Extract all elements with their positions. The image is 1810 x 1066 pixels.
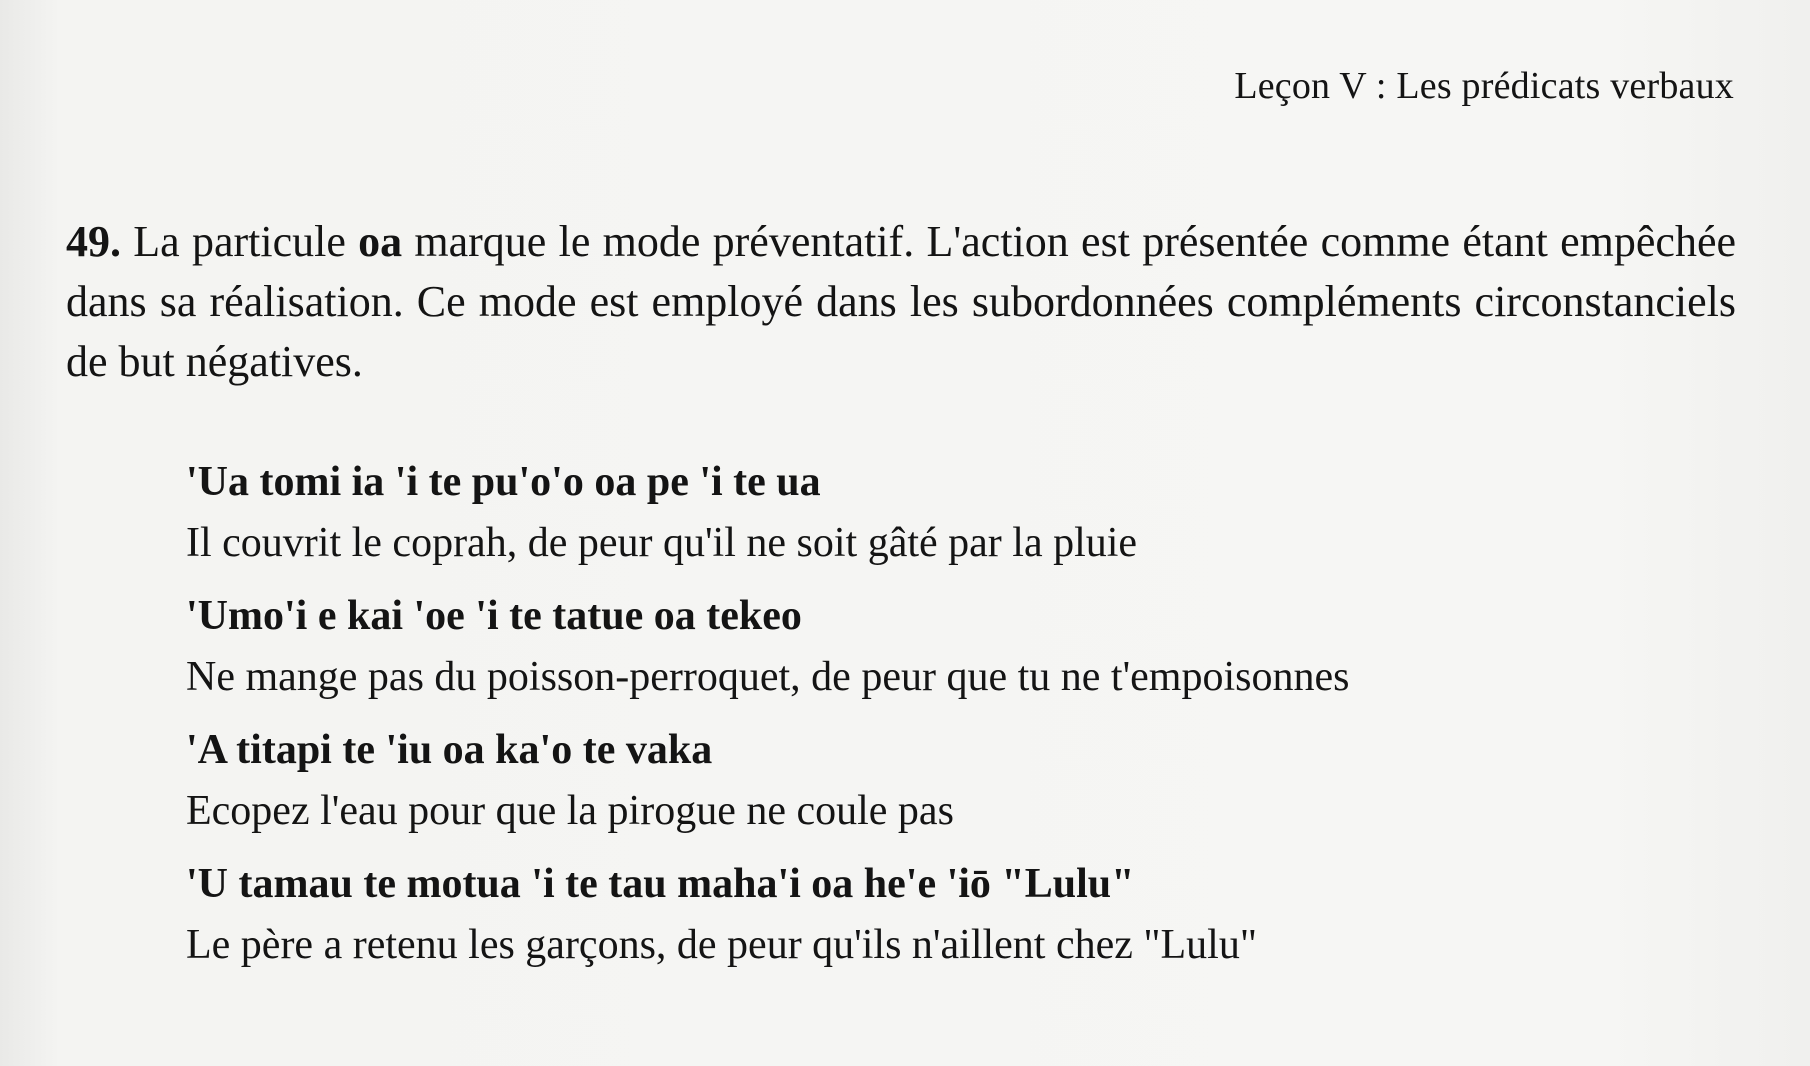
section-number: 49.: [66, 217, 121, 266]
example-list: [186, 452, 1736, 988]
paragraph-text-before: La particule: [121, 217, 359, 266]
running-header: Leçon V : Les prédicats verbaux: [1234, 65, 1734, 107]
example-item: [186, 452, 1736, 574]
example-item: [186, 720, 1736, 842]
paragraph-keyword: oa: [358, 217, 403, 266]
example-source: 'A titapi te 'iu oa ka'o te vaka: [186, 727, 713, 773]
example-translation: Il couvrit le coprah, de peur qu'il ne soit gâté par la pluie: [186, 520, 1138, 566]
example-item: [186, 854, 1736, 976]
example-source: 'U tamau te motua 'i te tau maha'i oa he'e 'iō "Lulu": [186, 861, 1135, 907]
example-source: 'Umo'i e kai 'oe 'i te tatue oa tekeo: [186, 593, 802, 639]
example-translation: Ne mange pas du poisson-perroquet, de peur que tu ne t'empoisonnes: [186, 654, 1350, 700]
example-item: [186, 586, 1736, 708]
section-paragraph: [66, 212, 1736, 392]
paragraph-text-after: marque le mode préventatif. L'action est présentée comme étant empêchée dans sa réalisation. Ce mode est employé dans les subordonnées compléments circonstanciels de but négatives.: [66, 217, 1736, 386]
example-translation: Le père a retenu les garçons, de peur qu'ils n'aillent chez "Lulu": [186, 922, 1257, 968]
example-source: 'Ua tomi ia 'i te pu'o'o oa pe 'i te ua: [186, 459, 821, 505]
example-translation: Ecopez l'eau pour que la pirogue ne coule pas: [186, 788, 954, 834]
